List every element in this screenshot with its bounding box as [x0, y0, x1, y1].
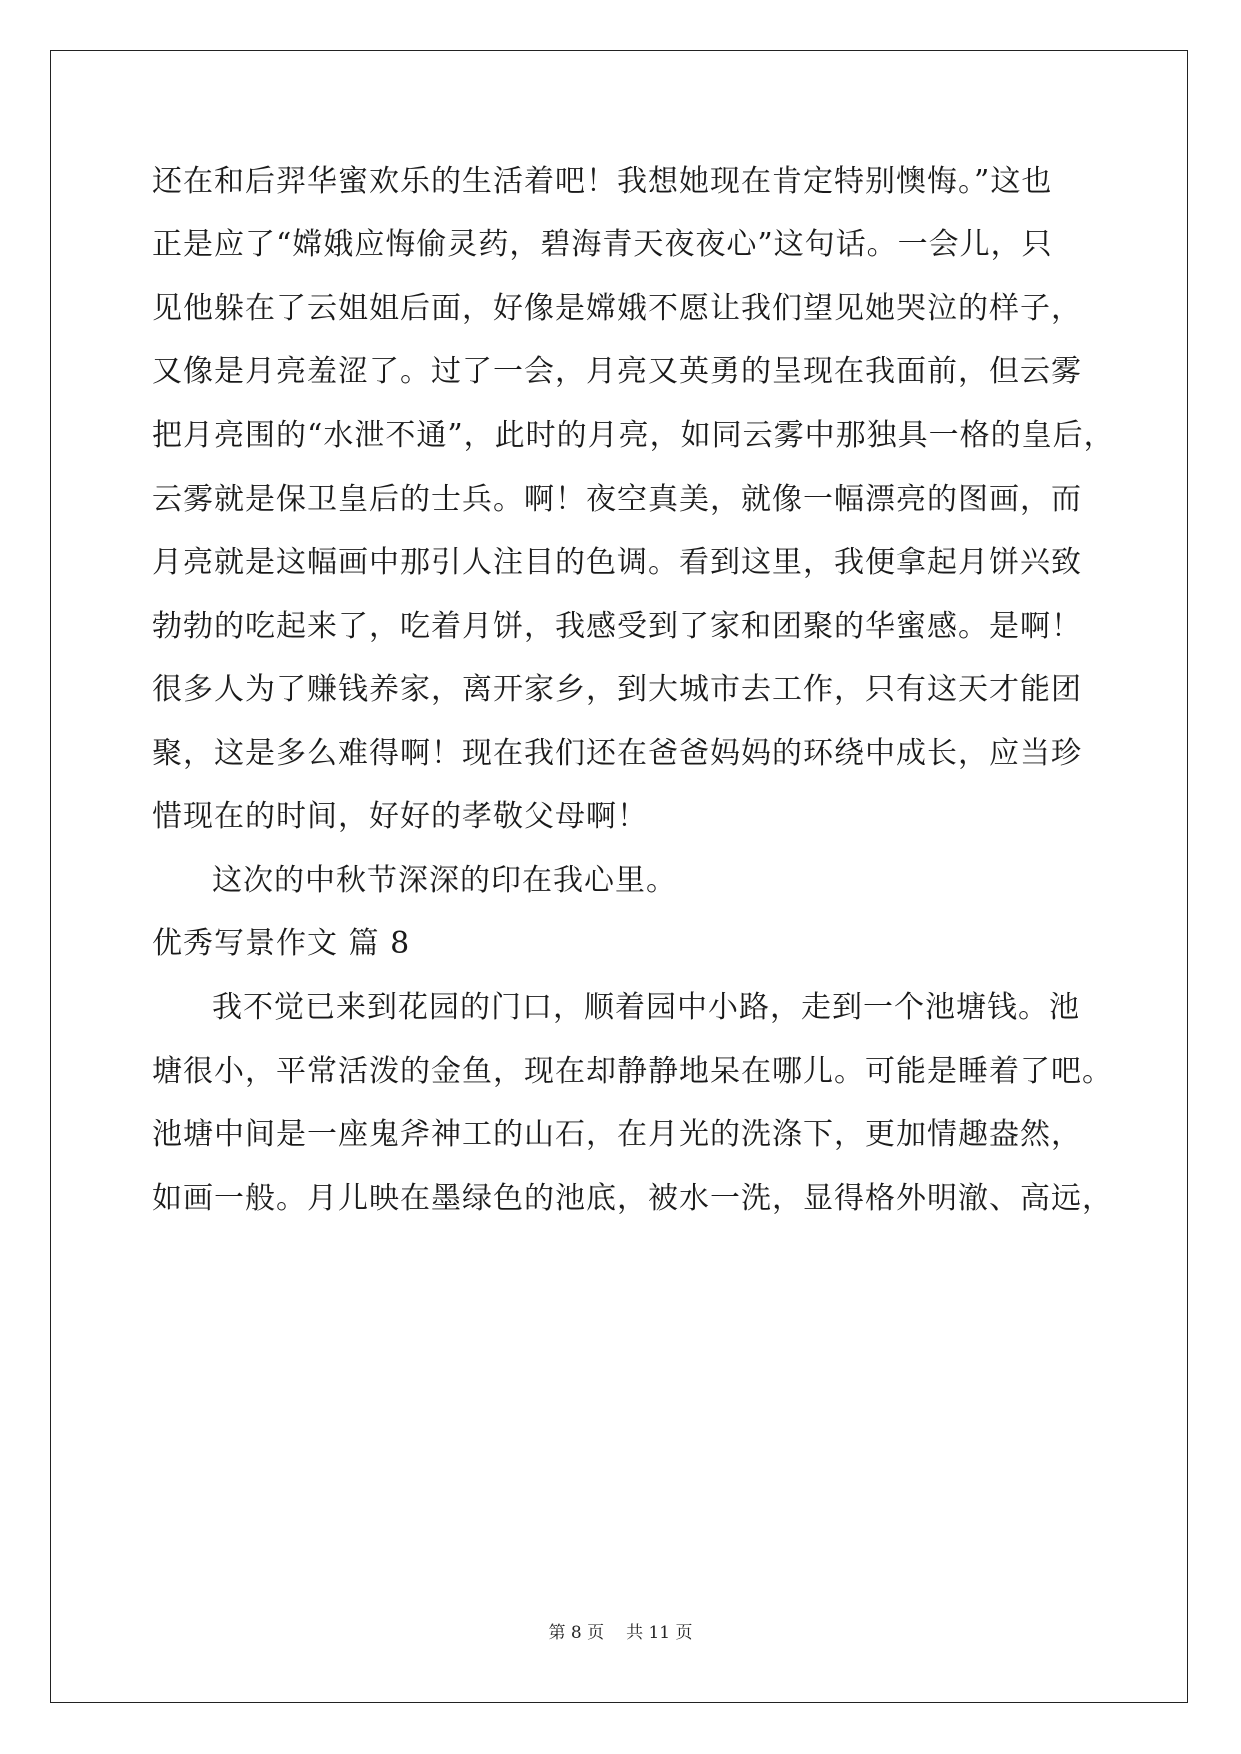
paragraph-line: 又像是月亮羞涩了。过了一会，月亮又英勇的呈现在我面前，但云雾 [152, 354, 1082, 389]
page-number: 第 8 页 [548, 1623, 605, 1643]
paragraph-line: 把月亮围的“水泄不通”，此时的月亮，如同云雾中那独具一格的皇后， [152, 418, 1115, 453]
paragraph-line: 池塘中间是一座鬼斧神工的山石，在月光的洗涤下，更加情趣盎然， [152, 1117, 1082, 1152]
paragraph-line: 塘很小，平常活泼的金鱼，现在却静静地呆在哪儿。可能是睡着了吧。 [152, 1054, 1113, 1089]
section-heading: 优秀写景作文 篇 8 [152, 926, 411, 961]
page-total: 共 11 页 [626, 1623, 693, 1643]
paragraph-line: 还在和后羿华蜜欢乐的生活着吧！我想她现在肯定特别懊悔。”这也 [152, 164, 1053, 199]
paragraph-line: 惜现在的时间，好好的孝敬父母啊！ [152, 799, 648, 834]
paragraph-line: 聚，这是多么难得啊！现在我们还在爸爸妈妈的环绕中成长，应当珍 [152, 736, 1082, 771]
paragraph-line: 很多人为了赚钱养家，离开家乡，到大城市去工作，只有这天才能团 [152, 672, 1082, 707]
closing-paragraph: 这次的中秋节深深的印在我心里。 [212, 863, 677, 898]
paragraph-line: 月亮就是这幅画中那引人注目的色调。看到这里，我便拿起月饼兴致 [152, 545, 1082, 580]
paragraph-line: 勃勃的吃起来了，吃着月饼，我感受到了家和团聚的华蜜感。是啊！ [152, 609, 1082, 644]
paragraph-line: 见他躲在了云姐姐后面，好像是嫦娥不愿让我们望见她哭泣的样子， [152, 291, 1082, 326]
paragraph-line: 如画一般。月儿映在墨绿色的池底，被水一洗，显得格外明澈、高远， [152, 1181, 1113, 1216]
page-footer [0, 1622, 1241, 1644]
paragraph-line: 云雾就是保卫皇后的士兵。啊！夜空真美，就像一幅漂亮的图画，而 [152, 482, 1082, 517]
paragraph-line: 正是应了“嫦娥应悔偷灵药，碧海青天夜夜心”这句话。一会儿，只 [152, 227, 1053, 262]
paragraph-line: 我不觉已来到花园的门口，顺着园中小路，走到一个池塘钱。池 [212, 990, 1080, 1025]
